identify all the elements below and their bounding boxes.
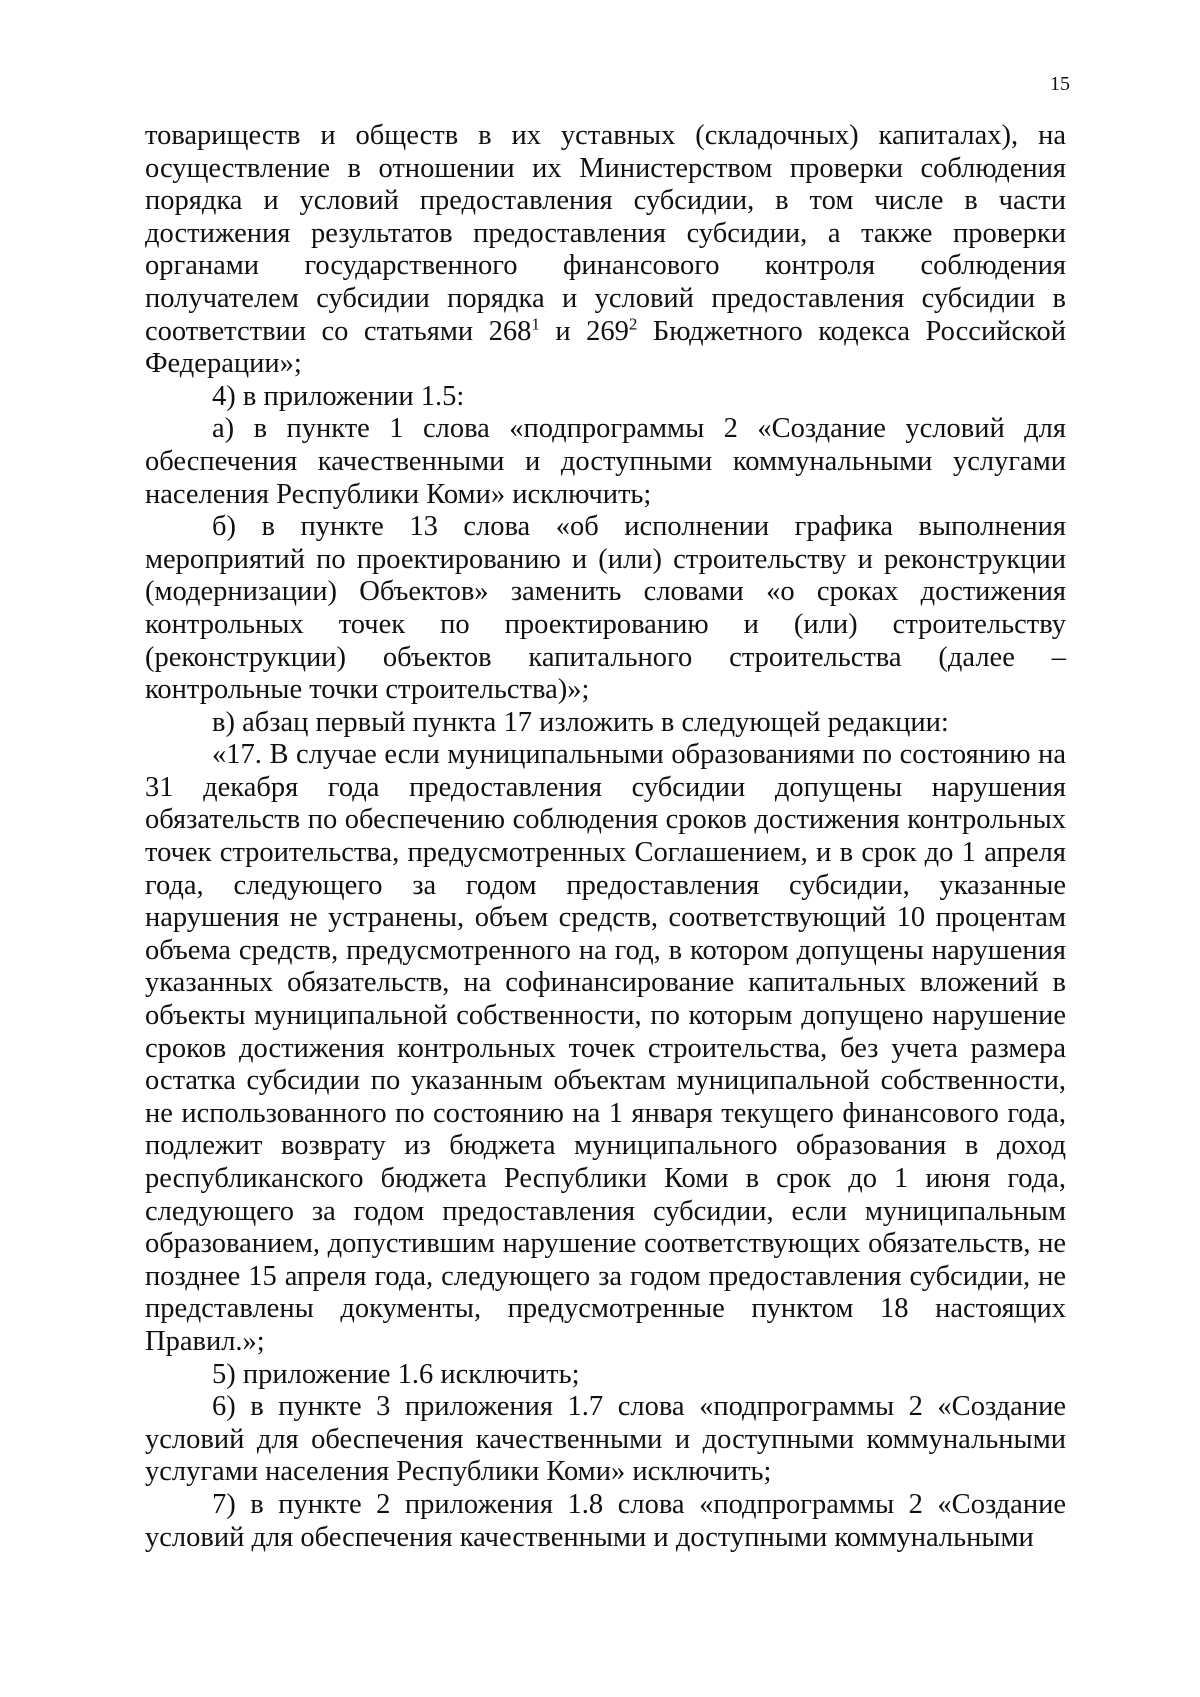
paragraph-continuation [145,120,1066,381]
paragraph-subitem-a: а) в пункте 1 слова «подпрограммы 2 «Создание условий для обеспечения качественными и доступными коммунальными услугами населения Республики Коми» исключить; [145,413,1066,510]
paragraph-subitem-b: б) в пункте 13 слова «об исполнении графика выполнения мероприятий по проектированию и (или) строительству и реконструкции (модернизации) Объектов» заменить словами «о сроках достижения контрольных точек по проектированию и (или) строительству (реконструкции) объектов капитального строительства (далее – контрольные точки строительства)»; [145,511,1066,706]
page-number: 15 [1050,73,1070,95]
paragraph-quoted-clause-17: «17. В случае если муниципальными образованиями по состоянию на 31 декабря года предоставления субсидии допущены нарушения обязательств по обеспечению соблюдения сроков достижения контрольных точек строительства, предусмотренных Соглашением, и в срок до 1 апреля года, следующего за годом предоставления субсидии, указанные нарушения не устранены, объем средств, соответствующий 10 процентам объема средств, предусмотренного на год, в котором допущены нарушения указанных обязательств, на софинансирование капитальных вложений в объекты муниципальной собственности, по которым допущено нарушение сроков достижения контрольных точек строительства, без учета размера остатка субсидии по указанным объектам муниципальной собственности, не использованного по состоянию на 1 января текущего финансового года, подлежит возврату из бюджета муниципального образования в доход республиканского бюджета Республики Коми в срок до 1 июня года, следующего за годом предоставления субсидии, если муниципальным образованием, допустившим нарушение соответствующих обязательств, не позднее 15 апреля года, следующего за годом предоставления субсидии, не представлены документы, предусмотренные пунктом 18 настоящих Правил.»; [145,739,1066,1357]
paragraph-text: товариществ и обществ в их уставных (складочных) капиталах), на осуществление в отношении их Министерством проверки соблюдения порядка и условий предоставления субсидии, в том числе в части достижения результатов предоставления субсидии, а также проверки органами государственного финансового контроля соблюдения получателем субсидии порядка и условий предоставления субсидии в соответствии со статьями 268 [145,120,1066,347]
paragraph-subitem-v: в) абзац первый пункта 17 изложить в следующей редакции: [212,706,949,738]
superscript: 1 [531,314,540,334]
paragraph-item-7: 7) в пункте 2 приложения 1.8 слова «подпрограммы 2 «Создание условий для обеспечения качественными и доступными коммунальными [145,1488,1066,1553]
paragraph-item-5: 5) приложение 1.6 исключить; [212,1358,580,1390]
paragraph-text: Бюджетного кодекса Российской Федерации»; [145,315,1066,380]
paragraph-item-4: 4) в приложении 1.5: [212,380,465,412]
paragraph-text: и 269 [539,315,629,347]
paragraph-item-6: 6) в пункте 3 приложения 1.7 слова «подпрограммы 2 «Создание условий для обеспечения качественными и доступными коммунальными услугами населения Республики Коми» исключить; [145,1391,1066,1488]
document-body [145,120,1066,1554]
superscript: 2 [628,314,638,334]
